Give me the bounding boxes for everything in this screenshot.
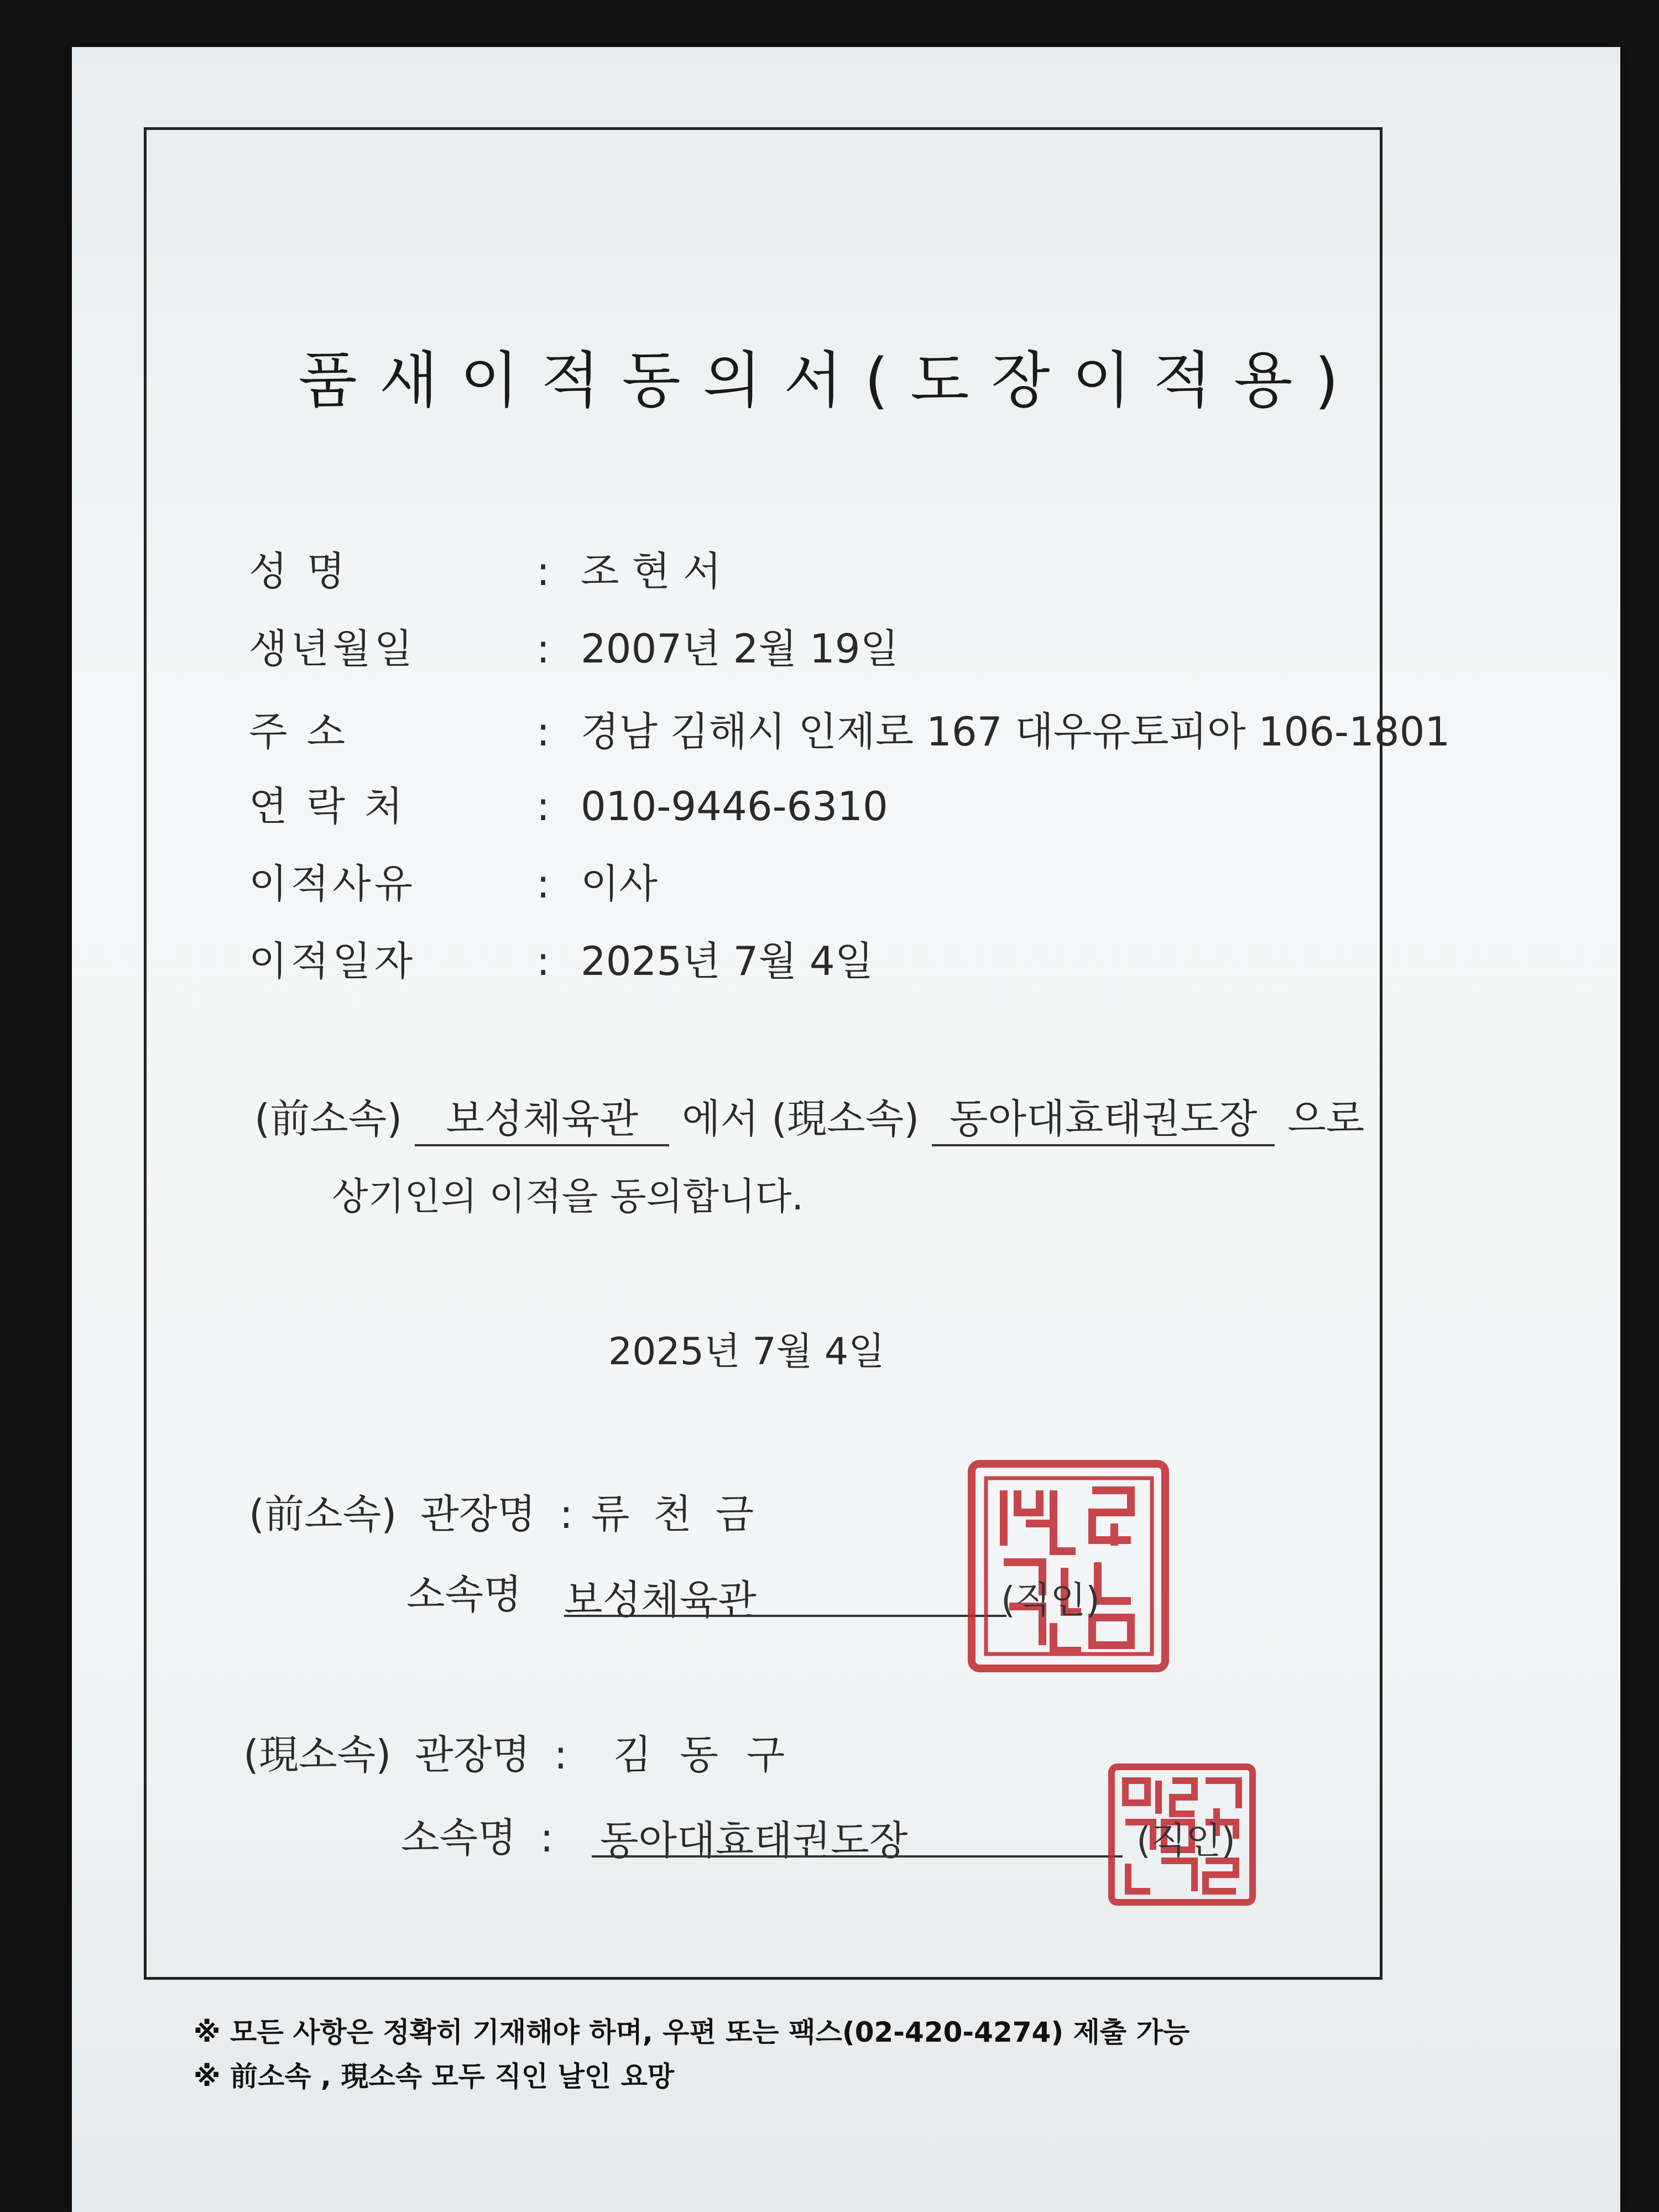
transfer-statement: (前소속) 보성체육관 에서 (現소속) 동아대효태권도장 으로 (254, 1087, 1364, 1146)
field-value: 경남 김해시 인제로 167 대우유토피아 106-1801 (581, 708, 1451, 755)
note-submission: ※ 모든 사항은 정확히 기재해야 하며, 우편 또는 팩스(02-420-4274) 제출 가능 (194, 2016, 1190, 2048)
field-value: 2007년 2월 19일 (581, 625, 899, 672)
field-label: 주 소 (249, 708, 348, 755)
field-transfer-date: 이적일자 : 2025년 7월 4일 (249, 929, 873, 987)
previous-dojang: 보성체육관 (415, 1087, 669, 1146)
field-label: 이적일자 (249, 938, 416, 984)
field-contact: 연 락 처 : 010-9446-6310 (249, 774, 888, 832)
cur-org-label: 소속명 : (401, 1814, 554, 1861)
field-value: 010-9446-6310 (581, 783, 888, 830)
field-birthdate: 생년월일 : 2007년 2월 19일 (249, 617, 899, 674)
cur-head-name: 김 동 구 (613, 1731, 793, 1778)
prev-org-label: 소속명 (406, 1571, 522, 1618)
signing-date: 2025년 7월 4일 (608, 1330, 885, 1374)
field-address: 주 소 : 경남 김해시 인제로 167 대우유토피아 106-1801 (249, 700, 1450, 757)
field-value: 조 현 서 (581, 548, 722, 594)
cur-org-value: 동아대효태권도장 (600, 1817, 908, 1864)
current-dojang: 동아대효태권도장 (932, 1087, 1275, 1146)
prev-official-seal-stamp (965, 1457, 1175, 1676)
field-reason: 이적사유 : 이사 (249, 852, 658, 909)
cur-signature-line (592, 1855, 1123, 1858)
note-seal-required: ※ 前소속 , 現소속 모두 직인 날인 요망 (194, 2060, 675, 2093)
prev-org-value: 보성체육관 (564, 1577, 757, 1623)
field-value: 이사 (581, 860, 658, 907)
prev-head-name: 류 천 금 (591, 1491, 760, 1537)
field-value: 2025년 7월 4일 (581, 938, 874, 984)
prev-seal-label: (직인) (1001, 1579, 1100, 1621)
document-title: 품새이적동의서(도장이적용) (298, 345, 1361, 416)
cur-seal-label: (직인) (1136, 1819, 1236, 1862)
consent-sentence: 상기인의 이적을 동의합니다. (332, 1175, 804, 1219)
field-name: 성 명 : 조 현 서 (249, 539, 721, 597)
prev-signature-line (564, 1615, 1006, 1617)
cur-head-row: (現소속) 관장명 : 김 동 구 (243, 1731, 793, 1778)
field-label: 생년월일 (249, 625, 416, 672)
field-label: 성 명 (249, 548, 348, 594)
field-label: 연 락 처 (249, 783, 406, 830)
field-label: 이적사유 (249, 860, 416, 907)
prev-head-row: (前소속) 관장명 : 류 천 금 (249, 1491, 760, 1537)
